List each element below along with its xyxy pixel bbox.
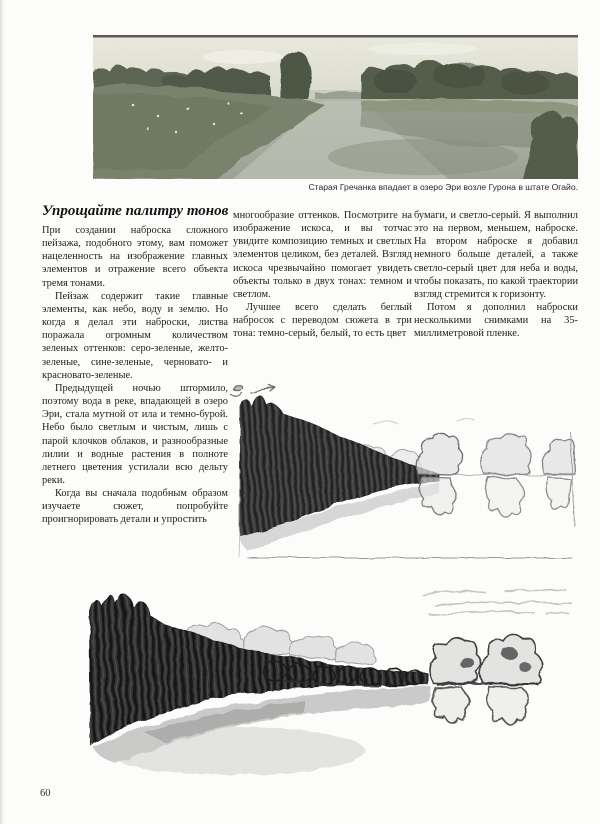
paragraph: Когда вы сначала подобным образом изучаете сюжет, попробуйте проигнорировать детали и упростить bbox=[42, 488, 228, 526]
paragraph: Потом я дополнил наброски несколькими снимками на 35-миллиметровой пленке. bbox=[414, 302, 578, 340]
sketch2-right-tree-clusters bbox=[429, 634, 542, 725]
paragraph: Предыдущей ночью штормило, поэтому вода в реке, впадающей в озеро Эри, стала мутной от ила и темно-бурой. Небо было светлым и чистым, лишь с парой клочков облаков, и разнообразные лилии и водные растения в полноте летнего цветения устилали всю дельту реки. bbox=[42, 382, 228, 486]
page-number: 60 bbox=[40, 788, 51, 799]
pencil-sketch-second-detailed bbox=[85, 583, 572, 777]
photo-caption: Старая Гречанка впадает в озеро Эри возле Гурона в штате Огайо. bbox=[308, 182, 578, 192]
paragraph: Пейзаж содержит такие главные элементы, как небо, воду и землю. Но когда я делал эти наброски, листва поражала огромным количеством зеленых оттенков: серо-зеленые, желто-зеленые, сине-зеленые, черновато- и красновато-зеленые. bbox=[42, 290, 228, 381]
sketch2-sky-hatching bbox=[423, 590, 572, 615]
paragraph: При создании наброска сложного пейзажа, подобного этому, вам поможет нацеленность на изображение главных элементов и отражение всего объекта тремя тонами. bbox=[42, 225, 228, 289]
paragraph: бумаги, и светло-серый. Я выполнил это на первом, меньшем, наброске. На втором наброске я добавил немного больше деталей, а также светло-серый цвет для неба и воды, чтобы показать, по какой траектории взгляд стремится к горизонту. bbox=[414, 210, 578, 300]
paragraph: многообразие оттенков. Посмотрите на изображение искоса, и вы тотчас увидите композицию темных и светлых элементов целиком, без деталей. Взгляд искоса чрезвычайно помогает увидеть объекты только в двух тонах: темном и светлом. bbox=[233, 210, 412, 300]
pencil-sketch-first-study bbox=[226, 374, 578, 566]
bird-doodle-with-arrow bbox=[230, 385, 276, 396]
text-column-left bbox=[42, 224, 228, 527]
river-landscape-photo bbox=[93, 35, 578, 179]
section-heading: Упрощайте палитру тонов bbox=[42, 203, 229, 219]
page-gutter-shadow bbox=[0, 0, 4, 824]
paragraph: Лучшее всего сделать беглый набросок с переводом сюжета в три тона: темно-серый, белый, то есть цвет bbox=[233, 302, 412, 340]
text-column-middle bbox=[233, 209, 412, 341]
text-column-right bbox=[414, 209, 578, 341]
